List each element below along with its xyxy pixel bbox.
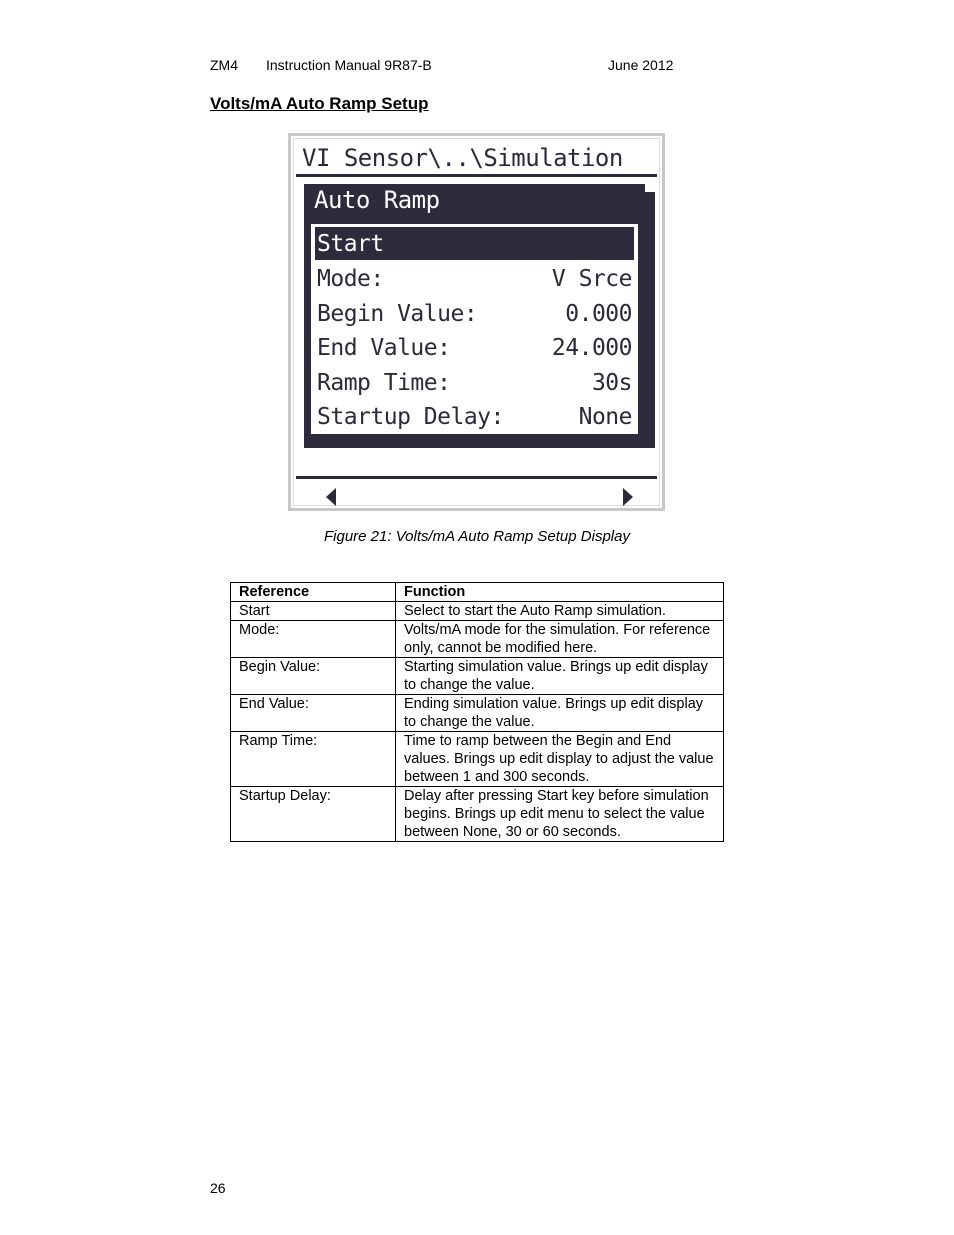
- header-product: ZM4: [210, 57, 238, 73]
- lcd-divider: [296, 476, 657, 479]
- lcd-menu-item-ramp-time[interactable]: [315, 366, 634, 399]
- reference-table: [230, 582, 724, 842]
- lcd-menu-notch: [645, 184, 655, 192]
- lcd-menu-panel: [304, 184, 655, 448]
- table-cell: Begin Value:: [231, 658, 396, 695]
- lcd-item-label: End Value:: [317, 334, 451, 361]
- lcd-item-label: Begin Value:: [317, 300, 478, 327]
- lcd-item-value: 30s: [591, 369, 632, 396]
- header-date: June 2012: [608, 57, 674, 73]
- lcd-item-value: 24.000: [551, 334, 632, 361]
- table-row: [231, 695, 724, 732]
- header-manual: Instruction Manual 9R87-B: [266, 57, 432, 73]
- lcd-menu-item-end-value[interactable]: [315, 331, 634, 364]
- table-cell: Starting simulation value. Brings up edit display to change the value.: [396, 658, 724, 695]
- table-row: [231, 602, 724, 621]
- lcd-item-value: None: [578, 403, 632, 430]
- lcd-item-value: 0.000: [565, 300, 632, 327]
- table-cell: End Value:: [231, 695, 396, 732]
- lcd-menu-list: [309, 222, 640, 436]
- page-number: 26: [210, 1180, 226, 1196]
- section-title: Volts/mA Auto Ramp Setup: [210, 94, 429, 113]
- lcd-divider: [296, 174, 657, 177]
- arrow-right-icon[interactable]: [623, 488, 633, 506]
- lcd-screen: [293, 138, 660, 506]
- table-row: [231, 732, 724, 787]
- lcd-item-label: Mode:: [317, 265, 384, 292]
- lcd-menu-item-start[interactable]: [315, 227, 634, 260]
- table-cell: Startup Delay:: [231, 787, 396, 842]
- table-row: [231, 787, 724, 842]
- column-header: Function: [396, 583, 724, 602]
- lcd-item-value: V Srce: [551, 265, 632, 292]
- column-header: Reference: [231, 583, 396, 602]
- lcd-breadcrumb-path: VI Sensor\..\Simulation: [302, 144, 623, 172]
- table-cell: Ramp Time:: [231, 732, 396, 787]
- arrow-left-icon[interactable]: [326, 488, 336, 506]
- lcd-display-figure: [288, 133, 665, 511]
- table-cell: Select to start the Auto Ramp simulation.: [396, 602, 724, 621]
- table-cell: Volts/mA mode for the simulation. For reference only, cannot be modified here.: [396, 621, 724, 658]
- lcd-item-label: Start: [317, 230, 384, 257]
- lcd-menu-item-startup-delay[interactable]: [315, 400, 634, 433]
- lcd-menu-title: Auto Ramp: [314, 186, 440, 214]
- table-cell: Ending simulation value. Brings up edit display to change the value.: [396, 695, 724, 732]
- table-row: [231, 658, 724, 695]
- table-cell: Start: [231, 602, 396, 621]
- lcd-item-label: Ramp Time:: [317, 369, 451, 396]
- table-header-row: [231, 583, 724, 602]
- table-cell: Time to ramp between the Begin and End values. Brings up edit display to adjust the value between 1 and 300 seconds.: [396, 732, 724, 787]
- figure-caption: Figure 21: Volts/mA Auto Ramp Setup Display: [324, 528, 630, 545]
- table-cell: Delay after pressing Start key before simulation begins. Brings up edit menu to select the value between None, 30 or 60 seconds.: [396, 787, 724, 842]
- table-row: [231, 621, 724, 658]
- lcd-menu-item-mode[interactable]: [315, 262, 634, 295]
- lcd-item-label: Startup Delay:: [317, 403, 504, 430]
- table-cell: Mode:: [231, 621, 396, 658]
- lcd-menu-item-begin-value[interactable]: [315, 297, 634, 330]
